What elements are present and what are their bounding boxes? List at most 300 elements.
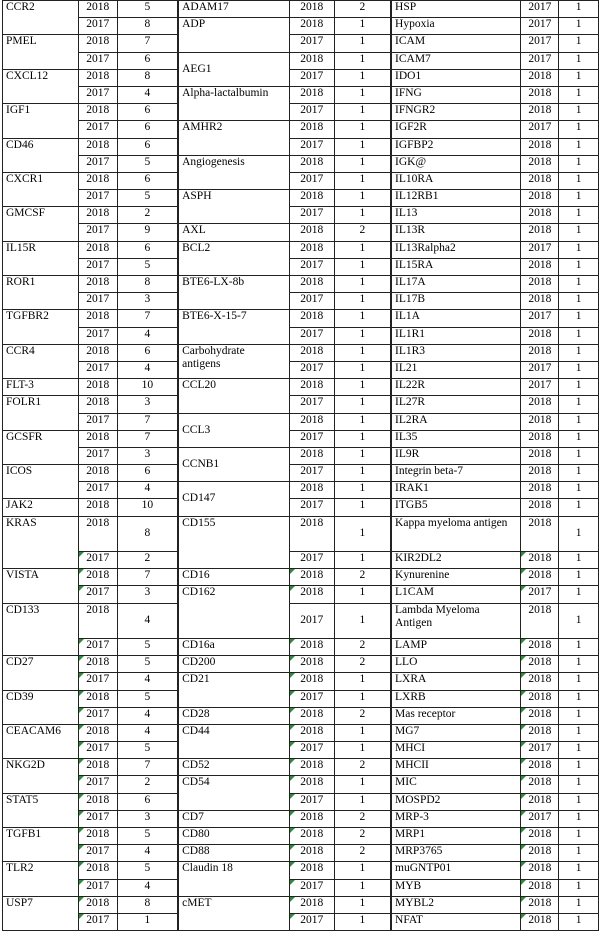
year-cell: 2018 bbox=[521, 638, 559, 655]
table-row bbox=[179, 344, 391, 361]
count-cell: 6 bbox=[117, 344, 177, 361]
count-cell: 10 bbox=[117, 379, 177, 396]
year-cell: 2017 bbox=[78, 361, 117, 378]
year-cell: 2017 bbox=[78, 258, 117, 275]
year-cell: 2018 bbox=[289, 121, 334, 138]
table-row bbox=[392, 690, 599, 707]
count-cell: 8 bbox=[117, 896, 177, 913]
gene-cell: NKG2D bbox=[3, 759, 79, 793]
gene-cell: Integrin beta-7 bbox=[392, 465, 521, 482]
year-cell: 2018 bbox=[289, 276, 334, 293]
count-cell: 1 bbox=[334, 896, 390, 913]
count-cell: 1 bbox=[559, 759, 599, 776]
gene-cell: IGFBP2 bbox=[392, 138, 521, 155]
count-cell: 7 bbox=[117, 569, 177, 586]
year-cell: 2018 bbox=[521, 552, 559, 569]
year-cell: 2018 bbox=[289, 18, 334, 35]
table-row bbox=[179, 155, 391, 172]
table-row bbox=[392, 104, 599, 121]
table-row bbox=[392, 396, 599, 413]
count-cell: 1 bbox=[559, 776, 599, 793]
count-cell: 1 bbox=[334, 724, 390, 741]
count-cell: 2 bbox=[334, 224, 390, 241]
table-row bbox=[392, 586, 599, 603]
year-cell: 2018 bbox=[78, 379, 117, 396]
count-cell: 1 bbox=[334, 499, 390, 516]
table-row bbox=[392, 379, 599, 396]
table-column-1 bbox=[2, 0, 178, 931]
year-cell: 2018 bbox=[289, 862, 334, 879]
count-cell: 4 bbox=[117, 361, 177, 378]
table-row bbox=[3, 656, 178, 673]
year-cell: 2018 bbox=[289, 379, 334, 396]
count-cell: 8 bbox=[117, 18, 177, 35]
table-row bbox=[179, 190, 391, 207]
year-cell: 2018 bbox=[78, 828, 117, 845]
count-cell: 1 bbox=[559, 862, 599, 879]
year-cell: 2018 bbox=[289, 638, 334, 655]
table-row bbox=[392, 724, 599, 741]
gene-cell: Angiogenesis bbox=[179, 155, 290, 189]
table-row bbox=[3, 35, 178, 52]
count-cell: 1 bbox=[559, 724, 599, 741]
count-cell: 6 bbox=[117, 465, 177, 482]
table-row bbox=[179, 656, 391, 673]
year-cell: 2018 bbox=[521, 913, 559, 930]
gene-cell: CD155 bbox=[179, 516, 290, 569]
table-row bbox=[392, 344, 599, 361]
gene-cell: ADAM17 bbox=[179, 1, 290, 18]
table-row bbox=[392, 810, 599, 827]
table-row bbox=[392, 673, 599, 690]
count-cell: 1 bbox=[334, 552, 390, 569]
count-cell: 1 bbox=[334, 241, 390, 258]
count-cell: 1 bbox=[334, 121, 390, 138]
table-row bbox=[392, 793, 599, 810]
year-cell: 2018 bbox=[289, 482, 334, 499]
count-cell: 1 bbox=[334, 69, 390, 86]
year-cell: 2017 bbox=[289, 793, 334, 810]
year-cell: 2017 bbox=[289, 742, 334, 759]
table-row bbox=[3, 207, 178, 224]
gene-cell: VISTA bbox=[3, 569, 79, 603]
gene-cell: LXRA bbox=[392, 673, 521, 690]
year-cell: 2017 bbox=[78, 327, 117, 344]
gene-cell: KRAS bbox=[3, 516, 79, 569]
count-cell: 1 bbox=[559, 310, 599, 327]
count-cell: 7 bbox=[117, 35, 177, 52]
gene-cell: MHCI bbox=[392, 742, 521, 759]
gene-cell: IL12RB1 bbox=[392, 190, 521, 207]
count-cell: 1 bbox=[334, 310, 390, 327]
gene-cell: Claudin 18 bbox=[179, 862, 290, 896]
year-cell: 2018 bbox=[521, 879, 559, 896]
count-cell: 1 bbox=[334, 52, 390, 69]
year-cell: 2017 bbox=[521, 241, 559, 258]
gene-cell: TGFB1 bbox=[3, 828, 79, 862]
year-cell: 2018 bbox=[521, 396, 559, 413]
year-cell: 2018 bbox=[289, 447, 334, 464]
gene-cell: MRP1 bbox=[392, 828, 521, 845]
count-cell: 1 bbox=[559, 447, 599, 464]
count-cell: 1 bbox=[559, 207, 599, 224]
year-cell: 2018 bbox=[521, 293, 559, 310]
year-cell: 2018 bbox=[521, 138, 559, 155]
table-row bbox=[392, 276, 599, 293]
count-cell: 1 bbox=[559, 361, 599, 378]
count-cell: 6 bbox=[117, 793, 177, 810]
gene-cell: Hypoxia bbox=[392, 18, 521, 35]
table-row bbox=[179, 1, 391, 18]
count-cell: 5 bbox=[117, 656, 177, 673]
year-cell: 2017 bbox=[289, 207, 334, 224]
year-cell: 2017 bbox=[521, 18, 559, 35]
table-row bbox=[392, 707, 599, 724]
count-cell: 1 bbox=[334, 742, 390, 759]
year-cell: 2017 bbox=[78, 638, 117, 655]
year-cell: 2017 bbox=[289, 465, 334, 482]
year-cell: 2018 bbox=[289, 190, 334, 207]
gene-cell: ICAM bbox=[392, 35, 521, 52]
year-cell: 2017 bbox=[78, 482, 117, 499]
table-row bbox=[392, 190, 599, 207]
count-cell: 3 bbox=[117, 447, 177, 464]
gene-cell: FLT-3 bbox=[3, 379, 79, 396]
table-row bbox=[3, 499, 178, 516]
count-cell: 1 bbox=[559, 18, 599, 35]
year-cell: 2018 bbox=[521, 447, 559, 464]
year-cell: 2018 bbox=[289, 828, 334, 845]
year-cell: 2017 bbox=[78, 913, 117, 930]
year-cell: 2017 bbox=[78, 673, 117, 690]
year-cell: 2018 bbox=[78, 862, 117, 879]
year-cell: 2017 bbox=[289, 603, 334, 638]
table-row bbox=[392, 879, 599, 896]
year-cell: 2018 bbox=[289, 724, 334, 741]
table-column-3 bbox=[391, 0, 599, 931]
year-cell: 2018 bbox=[289, 656, 334, 673]
table-row bbox=[392, 327, 599, 344]
year-cell: 2018 bbox=[78, 569, 117, 586]
count-cell: 1 bbox=[334, 482, 390, 499]
table-row bbox=[179, 18, 391, 35]
gene-cell: IFNG bbox=[392, 86, 521, 103]
count-cell: 1 bbox=[559, 638, 599, 655]
year-cell: 2017 bbox=[521, 1, 559, 18]
count-cell: 1 bbox=[559, 465, 599, 482]
table-row bbox=[3, 516, 178, 551]
table-row bbox=[179, 482, 391, 499]
gene-cell: L1CAM bbox=[392, 586, 521, 603]
count-cell: 8 bbox=[117, 516, 177, 551]
count-cell: 4 bbox=[117, 327, 177, 344]
year-cell: 2018 bbox=[521, 516, 559, 551]
gene-cell: MHCII bbox=[392, 759, 521, 776]
table-row bbox=[392, 310, 599, 327]
gene-cell: LLO bbox=[392, 656, 521, 673]
count-cell: 1 bbox=[334, 603, 390, 638]
gene-cell: CXCL12 bbox=[3, 69, 79, 103]
count-cell: 1 bbox=[334, 190, 390, 207]
count-cell: 1 bbox=[559, 499, 599, 516]
count-cell: 5 bbox=[117, 155, 177, 172]
count-cell: 1 bbox=[334, 396, 390, 413]
gene-cell: USP7 bbox=[3, 896, 79, 930]
count-cell: 1 bbox=[559, 828, 599, 845]
year-cell: 2018 bbox=[289, 516, 334, 551]
year-cell: 2018 bbox=[521, 724, 559, 741]
count-cell: 1 bbox=[334, 138, 390, 155]
table-row bbox=[3, 690, 178, 707]
count-cell: 2 bbox=[117, 207, 177, 224]
count-cell: 4 bbox=[117, 482, 177, 499]
count-cell: 1 bbox=[559, 104, 599, 121]
table-row bbox=[3, 241, 178, 258]
year-cell: 2018 bbox=[289, 776, 334, 793]
year-cell: 2018 bbox=[521, 569, 559, 586]
year-cell: 2018 bbox=[289, 845, 334, 862]
table-row bbox=[3, 396, 178, 413]
gene-cell: CD44 bbox=[179, 724, 290, 758]
count-cell: 1 bbox=[559, 52, 599, 69]
year-cell: 2018 bbox=[78, 1, 117, 18]
gene-cell: Kynurenine bbox=[392, 569, 521, 586]
year-cell: 2018 bbox=[289, 569, 334, 586]
year-cell: 2018 bbox=[78, 69, 117, 86]
year-cell: 2018 bbox=[78, 138, 117, 155]
year-cell: 2017 bbox=[78, 447, 117, 464]
table-row bbox=[179, 52, 391, 69]
gene-cell: IDO1 bbox=[392, 69, 521, 86]
table-row bbox=[392, 516, 599, 551]
count-cell: 1 bbox=[559, 35, 599, 52]
count-cell: 2 bbox=[334, 569, 390, 586]
count-cell: 7 bbox=[117, 310, 177, 327]
gene-cell: MIC bbox=[392, 776, 521, 793]
count-cell: 1 bbox=[559, 241, 599, 258]
table-row bbox=[179, 516, 391, 551]
count-cell: 1 bbox=[334, 793, 390, 810]
count-cell: 1 bbox=[559, 121, 599, 138]
count-cell: 4 bbox=[117, 707, 177, 724]
table-column-2 bbox=[178, 0, 391, 931]
table-row bbox=[392, 1, 599, 18]
count-cell: 2 bbox=[334, 845, 390, 862]
table-row bbox=[3, 569, 178, 586]
gene-cell: IL1A bbox=[392, 310, 521, 327]
table-row bbox=[179, 845, 391, 862]
table-row bbox=[179, 638, 391, 655]
gene-cell: CD52 bbox=[179, 759, 290, 776]
table-row bbox=[3, 828, 178, 845]
year-cell: 2018 bbox=[289, 673, 334, 690]
year-cell: 2018 bbox=[521, 603, 559, 638]
year-cell: 2017 bbox=[521, 586, 559, 603]
table-row bbox=[392, 413, 599, 430]
gene-cell: CD27 bbox=[3, 656, 79, 690]
year-cell: 2017 bbox=[289, 430, 334, 447]
gene-cell: CD39 bbox=[3, 690, 79, 724]
year-cell: 2017 bbox=[78, 293, 117, 310]
count-cell: 2 bbox=[334, 638, 390, 655]
year-cell: 2018 bbox=[521, 828, 559, 845]
year-cell: 2017 bbox=[289, 361, 334, 378]
gene-cell: ADP bbox=[179, 18, 290, 52]
table-row bbox=[392, 776, 599, 793]
year-cell: 2018 bbox=[78, 344, 117, 361]
table-row bbox=[3, 1, 178, 18]
count-cell: 1 bbox=[334, 862, 390, 879]
table-row bbox=[3, 430, 178, 447]
year-cell: 2017 bbox=[289, 69, 334, 86]
count-cell: 2 bbox=[334, 656, 390, 673]
count-cell: 1 bbox=[559, 603, 599, 638]
year-cell: 2017 bbox=[289, 138, 334, 155]
table-row bbox=[392, 482, 599, 499]
year-cell: 2018 bbox=[289, 241, 334, 258]
gene-cell: TGFBR2 bbox=[3, 310, 79, 344]
year-cell: 2017 bbox=[78, 776, 117, 793]
table-row bbox=[392, 138, 599, 155]
gene-cell: HSP bbox=[392, 1, 521, 18]
year-cell: 2017 bbox=[78, 742, 117, 759]
count-cell: 4 bbox=[117, 724, 177, 741]
count-cell: 1 bbox=[559, 656, 599, 673]
year-cell: 2018 bbox=[78, 310, 117, 327]
year-cell: 2018 bbox=[521, 86, 559, 103]
count-cell: 1 bbox=[559, 673, 599, 690]
table-row bbox=[3, 603, 178, 638]
gene-cell: JAK2 bbox=[3, 499, 79, 516]
count-cell: 5 bbox=[117, 190, 177, 207]
table-row bbox=[392, 69, 599, 86]
count-cell: 1 bbox=[559, 86, 599, 103]
year-cell: 2017 bbox=[78, 586, 117, 603]
table-row bbox=[3, 276, 178, 293]
year-cell: 2018 bbox=[289, 224, 334, 241]
gene-cell: Carbohydrate antigens bbox=[179, 344, 290, 378]
count-cell: 5 bbox=[117, 828, 177, 845]
count-cell: 6 bbox=[117, 104, 177, 121]
year-cell: 2017 bbox=[78, 52, 117, 69]
gene-cell: Mas receptor bbox=[392, 707, 521, 724]
year-cell: 2018 bbox=[289, 896, 334, 913]
table-row bbox=[392, 552, 599, 569]
gene-cell: IL17B bbox=[392, 293, 521, 310]
year-cell: 2017 bbox=[78, 845, 117, 862]
count-cell: 1 bbox=[334, 690, 390, 707]
year-cell: 2017 bbox=[78, 190, 117, 207]
year-cell: 2018 bbox=[521, 276, 559, 293]
gene-cell: PMEL bbox=[3, 35, 79, 69]
table-row bbox=[179, 276, 391, 293]
gene-cell: LXRB bbox=[392, 690, 521, 707]
table-row bbox=[392, 759, 599, 776]
table-row bbox=[392, 35, 599, 52]
table-row bbox=[3, 896, 178, 913]
gene-cell: MYB bbox=[392, 879, 521, 896]
count-cell: 1 bbox=[559, 707, 599, 724]
gene-cell: CCR2 bbox=[3, 1, 79, 35]
gene-cell: CD46 bbox=[3, 138, 79, 172]
count-cell: 7 bbox=[117, 759, 177, 776]
gene-cell: CD54 bbox=[179, 776, 290, 810]
gene-cell: KIR2DL2 bbox=[392, 552, 521, 569]
table-row bbox=[179, 896, 391, 913]
count-cell: 1 bbox=[559, 258, 599, 275]
table-row bbox=[392, 465, 599, 482]
gene-cell: IL1R1 bbox=[392, 327, 521, 344]
table-row bbox=[392, 121, 599, 138]
count-cell: 1 bbox=[334, 207, 390, 224]
table-row bbox=[179, 724, 391, 741]
count-cell: 1 bbox=[334, 344, 390, 361]
count-cell: 1 bbox=[334, 516, 390, 551]
gene-cell: MYBL2 bbox=[392, 896, 521, 913]
year-cell: 2018 bbox=[521, 190, 559, 207]
table-row bbox=[3, 724, 178, 741]
count-cell: 1 bbox=[334, 586, 390, 603]
year-cell: 2018 bbox=[289, 810, 334, 827]
table-row bbox=[179, 759, 391, 776]
gene-cell: TLR2 bbox=[3, 862, 79, 896]
count-cell: 4 bbox=[117, 603, 177, 638]
gene-cell: IL13R bbox=[392, 224, 521, 241]
year-cell: 2018 bbox=[78, 690, 117, 707]
year-cell: 2018 bbox=[521, 413, 559, 430]
count-cell: 1 bbox=[334, 293, 390, 310]
gene-cell: IL13Ralpha2 bbox=[392, 241, 521, 258]
table-row bbox=[179, 121, 391, 138]
count-cell: 6 bbox=[117, 241, 177, 258]
table-row bbox=[179, 673, 391, 690]
table-row bbox=[3, 793, 178, 810]
year-cell: 2018 bbox=[521, 673, 559, 690]
year-cell: 2018 bbox=[521, 207, 559, 224]
table-row bbox=[179, 224, 391, 241]
count-cell: 1 bbox=[559, 552, 599, 569]
gene-cell: IL22R bbox=[392, 379, 521, 396]
count-cell: 1 bbox=[559, 586, 599, 603]
year-cell: 2018 bbox=[289, 52, 334, 69]
count-cell: 6 bbox=[117, 121, 177, 138]
gene-cell: CD28 bbox=[179, 707, 290, 724]
gene-cell: IL15RA bbox=[392, 258, 521, 275]
table-row bbox=[179, 447, 391, 464]
count-cell: 1 bbox=[334, 35, 390, 52]
count-cell: 3 bbox=[117, 810, 177, 827]
year-cell: 2018 bbox=[289, 86, 334, 103]
gene-cell: CXCR1 bbox=[3, 172, 79, 206]
gene-cell: IRAK1 bbox=[392, 482, 521, 499]
year-cell: 2017 bbox=[521, 121, 559, 138]
count-cell: 1 bbox=[334, 86, 390, 103]
count-cell: 1 bbox=[334, 673, 390, 690]
table-row bbox=[3, 379, 178, 396]
year-cell: 2018 bbox=[521, 793, 559, 810]
count-cell: 1 bbox=[559, 1, 599, 18]
table-row bbox=[392, 828, 599, 845]
gene-cell: Kappa myeloma antigen bbox=[392, 516, 521, 551]
table-row bbox=[392, 447, 599, 464]
count-cell: 1 bbox=[559, 569, 599, 586]
table-row bbox=[179, 379, 391, 396]
count-cell: 2 bbox=[117, 552, 177, 569]
table-row bbox=[392, 638, 599, 655]
year-cell: 2017 bbox=[78, 155, 117, 172]
count-cell: 1 bbox=[559, 879, 599, 896]
table-row bbox=[179, 828, 391, 845]
